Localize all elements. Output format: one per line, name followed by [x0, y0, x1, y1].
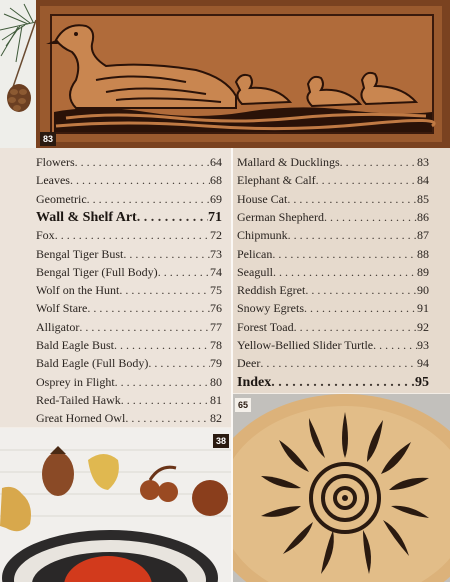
- toc-leader-dots: [55, 228, 210, 243]
- toc-entry-title: Wall & Shelf Art: [36, 209, 137, 225]
- toc-leader-dots: [294, 320, 417, 335]
- toc-entry-page: 71: [208, 209, 222, 225]
- toc-entry-title: Great Horned Owl: [36, 411, 126, 426]
- toc-entry-title: Elephant & Calf: [237, 173, 316, 188]
- toc-entry: [237, 210, 429, 230]
- toc-entry: [237, 320, 429, 340]
- toc-entry: [237, 173, 429, 193]
- toc-leader-dots: [114, 338, 210, 353]
- toc-leader-dots: [75, 155, 210, 170]
- toc-leader-dots: [115, 375, 210, 390]
- toc-entry-title: Leaves: [36, 173, 70, 188]
- toc-entry-page: 78: [210, 338, 222, 352]
- toc-leader-dots: [324, 210, 417, 225]
- toc-entry: [237, 356, 429, 376]
- toc-entry: [237, 228, 429, 248]
- toc-leader-dots: [260, 356, 417, 371]
- toc-entry-page: 95: [415, 374, 429, 390]
- toc-entry: [36, 192, 222, 212]
- toc-entry-title: Geometric: [36, 191, 87, 206]
- toc-entry-page: 88: [417, 246, 429, 261]
- toc-leader-dots: [123, 247, 210, 262]
- toc-leader-dots: [273, 265, 417, 280]
- toc-leader-dots: [287, 192, 417, 207]
- toc-entry: [36, 283, 222, 303]
- page-number-badge: 38: [213, 434, 229, 448]
- toc-entry-page: 77: [210, 319, 222, 334]
- toc-entry-title: Flowers: [36, 155, 75, 169]
- toc-entry-title: Wolf on the Hunt: [36, 283, 120, 298]
- toc-entry-title: German Shepherd: [237, 209, 324, 224]
- toc-entry: [237, 265, 429, 285]
- toc-leader-dots: [137, 210, 208, 226]
- toc-entry: [237, 338, 429, 358]
- page-number-badge: 83: [40, 132, 56, 146]
- toc-entry-page: 85: [417, 191, 429, 206]
- toc-entry-page: 93: [417, 338, 429, 352]
- toc-entry-title: Deer: [237, 356, 261, 371]
- toc-entry: [36, 356, 222, 376]
- toc-leader-dots: [373, 338, 417, 353]
- toc-entry: [36, 301, 222, 321]
- toc-right-column: [233, 148, 450, 393]
- toc-leader-dots: [305, 283, 417, 298]
- toc-entry-title: Mallard & Ducklings: [237, 155, 340, 169]
- toc-entry-page: 86: [417, 209, 429, 224]
- toc-section-heading: [36, 210, 222, 230]
- toc-leader-dots: [304, 301, 417, 316]
- toc-leader-dots: [271, 375, 415, 391]
- toc-leader-dots: [316, 173, 417, 188]
- toc-entry-page: 74: [210, 264, 222, 279]
- toc-entry-title: Chipmunk: [237, 228, 288, 243]
- toc-entry: [237, 192, 429, 212]
- toc-leader-dots: [158, 265, 210, 280]
- toc-leader-dots: [288, 228, 417, 243]
- toc-leader-dots: [119, 283, 210, 298]
- toc-section-heading: [237, 375, 429, 395]
- toc-entry-title: Fox: [36, 228, 55, 243]
- toc-entry: [237, 247, 429, 267]
- toc-entry-page: 80: [210, 374, 222, 389]
- toc-entry: [36, 155, 222, 175]
- toc-entry: [36, 393, 222, 413]
- toc-leader-dots: [79, 320, 210, 335]
- toc-entry-title: Bengal Tiger Bust: [36, 246, 124, 261]
- toc-entry-page: 81: [210, 392, 222, 407]
- toc-entry-page: 83: [417, 155, 429, 169]
- toc-entry-title: Bengal Tiger (Full Body): [36, 264, 158, 279]
- toc-leader-dots: [87, 301, 210, 316]
- toc-entry-title: Pelican: [237, 246, 273, 261]
- toc-left-column: [0, 148, 231, 427]
- toc-entry-page: 73: [210, 246, 222, 261]
- toc-entry-page: 92: [417, 319, 429, 334]
- toc-entry: [36, 247, 222, 267]
- toc-entry: [36, 338, 222, 358]
- toc-leader-dots: [70, 173, 210, 188]
- toc-entry: [36, 228, 222, 248]
- toc-entry-page: 76: [210, 301, 222, 316]
- toc-entry-title: Alligator: [36, 319, 80, 334]
- toc-entry-title: Yellow-Bellied Slider Turtle: [237, 338, 374, 352]
- toc-entry-page: 87: [417, 228, 429, 243]
- toc-leader-dots: [125, 411, 210, 426]
- toc-entry-page: 64: [210, 155, 222, 169]
- toc-entry-page: 79: [210, 356, 222, 371]
- page-number-badge: 65: [235, 398, 251, 412]
- toc-entry-title: House Cat: [237, 191, 288, 206]
- toc-entry: [237, 283, 429, 303]
- toc-leader-dots: [87, 192, 210, 207]
- toc-entry-title: Forest Toad: [237, 319, 294, 334]
- toc-entry-page: 84: [417, 173, 429, 188]
- toc-entry: [237, 155, 429, 175]
- toc-entry-title: Red-Tailed Hawk: [36, 392, 121, 407]
- pinecone-photo: [0, 0, 36, 148]
- toc-entry: [36, 375, 222, 395]
- toc-leader-dots: [272, 247, 417, 262]
- toc-entry-title: Reddish Egret: [237, 283, 306, 298]
- toc-entry-title: Bald Eagle Bust: [36, 338, 114, 352]
- sunflower-trivet-photo: [233, 394, 450, 582]
- cabinet-knobs-photo: [0, 428, 231, 582]
- toc-entry-page: 82: [210, 411, 222, 426]
- mallard-ducklings-photo: [36, 0, 450, 148]
- toc-entry-page: 94: [417, 356, 429, 371]
- toc-entry-page: 68: [210, 173, 222, 188]
- toc-entry-page: 89: [417, 264, 429, 279]
- toc-entry-title: Bald Eagle (Full Body): [36, 356, 149, 371]
- toc-entry-page: 72: [210, 228, 222, 243]
- toc-entry-title: Seagull: [237, 264, 273, 279]
- toc-entry-page: 91: [417, 301, 429, 316]
- toc-entry: [36, 173, 222, 193]
- toc-entry-page: 69: [210, 191, 222, 206]
- toc-entry-title: Wolf Stare: [36, 301, 88, 316]
- toc-entry: [36, 265, 222, 285]
- toc-entry-title: Snowy Egrets: [237, 301, 304, 316]
- toc-entry-title: Osprey in Flight: [36, 374, 115, 389]
- toc-leader-dots: [148, 356, 210, 371]
- toc-entry: [237, 301, 429, 321]
- toc-entry-page: 90: [417, 283, 429, 298]
- toc-entry: [36, 320, 222, 340]
- toc-leader-dots: [340, 155, 417, 170]
- toc-entry-page: 75: [210, 283, 222, 298]
- toc-leader-dots: [121, 393, 210, 408]
- toc-entry-title: Index: [237, 374, 272, 390]
